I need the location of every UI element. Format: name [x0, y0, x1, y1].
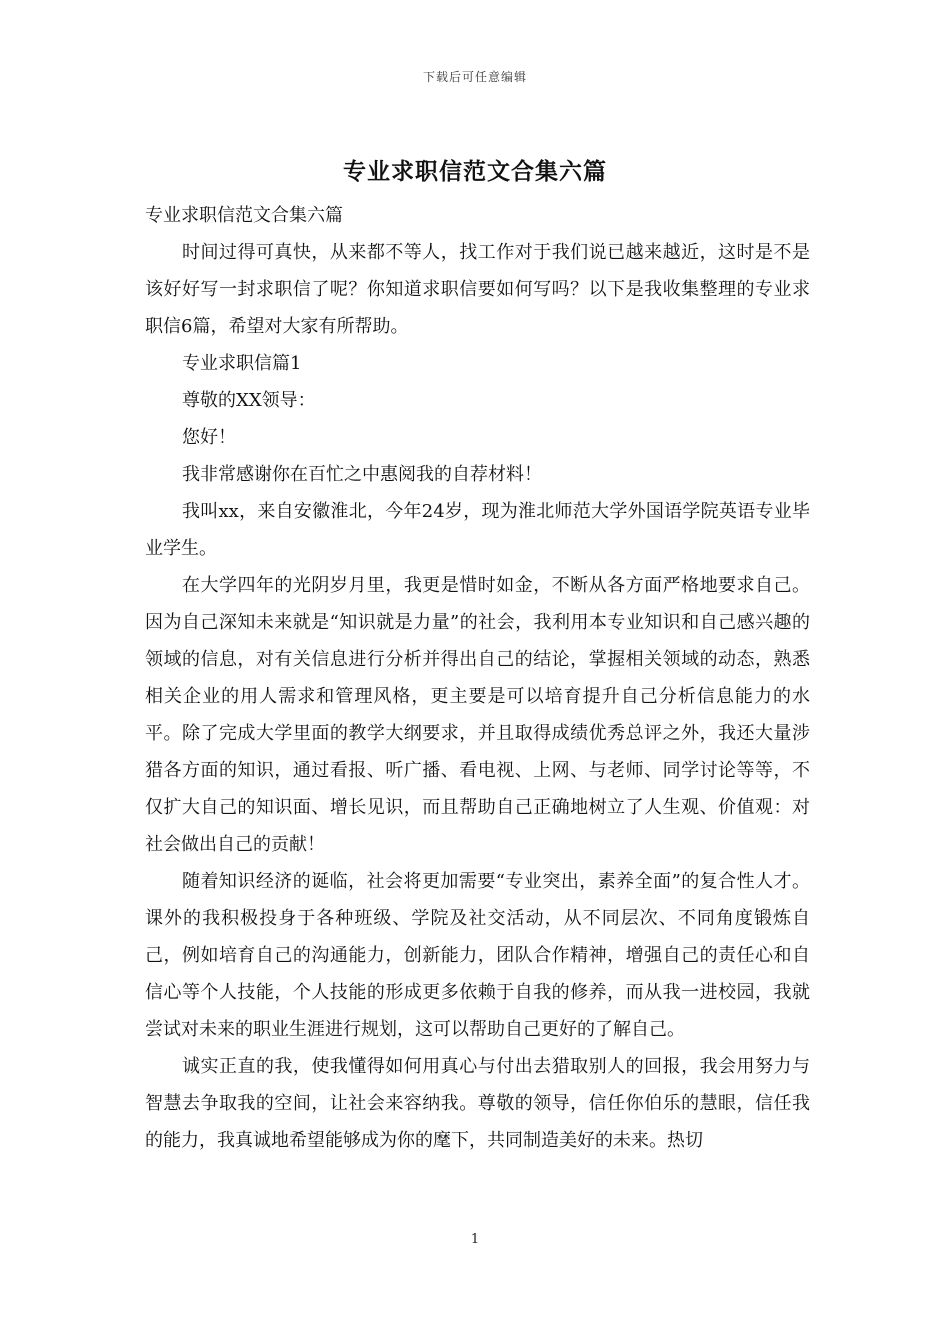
paragraph-closing: 诚实正直的我，使我懂得如何用真心与付出去猎取别人的回报，我会用努力与智慧去争取我的空间，让社会来容纳我。尊敬的领导，信任你伯乐的慧眼，信任我的能力，我真诚地希望能够成为你的麾下，共同制造美好的未来。热切: [145, 1056, 810, 1151]
paragraph-self-intro: 我叫xx，来自安徽淮北，今年24岁，现为淮北师范大学外国语学院英语专业毕业学生。: [145, 501, 810, 559]
paragraph-subtitle: 专业求职信范文合集六篇: [145, 205, 343, 226]
paragraph-study: 在大学四年的光阴岁月里，我更是惜时如金，不断从各方面严格地要求自己。因为自己深知未来就是“知识就是力量”的社会，我利用本专业知识和自己感兴趣的领域的信息，对有关信息进行分析并得出自己的结论，掌握相关领域的动态，熟悉相关企业的用人需求和管理风格，更主要是可以培育提升自己分析信息能力的水平。除了完成大学里面的教学大纲要求，并且取得成绩优秀总评之外，我还大量涉猎各方面的知识，通过看报、听广播、看电视、上网、与老师、同学讨论等等，不仅扩大自己的知识面、增长见识，而且帮助自己正确地树立了人生观、价值观：对社会做出自己的贡献！: [145, 575, 810, 855]
paragraph-letter-heading: 专业求职信篇1: [182, 353, 302, 374]
paragraph-activities: 随着知识经济的诞临，社会将更加需要“专业突出，素养全面”的复合性人才。课外的我积极投身于各种班级、学院及社交活动，从不同层次、不同角度锻炼自己，例如培育自己的沟通能力，创新能力，团队合作精神，增强自己的责任心和自信心等个人技能，个人技能的形成更多依赖于自我的修养，而从我一进校园，我就尝试对未来的职业生涯进行规划，这可以帮助自己更好的了解自己。: [145, 871, 810, 1040]
paragraph-intro: 时间过得可真快，从来都不等人，找工作对于我们说已越来越近，这时是不是该好好写一封求职信了呢？你知道求职信要如何写吗？以下是我收集整理的专业求职信6篇，希望对大家有所帮助。: [145, 242, 810, 337]
header-note: 下载后可任意编辑: [422, 70, 527, 84]
document-title: 专业求职信范文合集六篇: [343, 158, 607, 185]
paragraph-thanks: 我非常感谢你在百忙之中惠阅我的自荐材料！: [182, 464, 542, 485]
document-body: [145, 197, 810, 1159]
paragraph-salutation: 尊敬的XX领导：: [182, 390, 316, 411]
paragraph-greeting: 您好！: [182, 427, 236, 448]
page-number: 1: [470, 1232, 480, 1247]
